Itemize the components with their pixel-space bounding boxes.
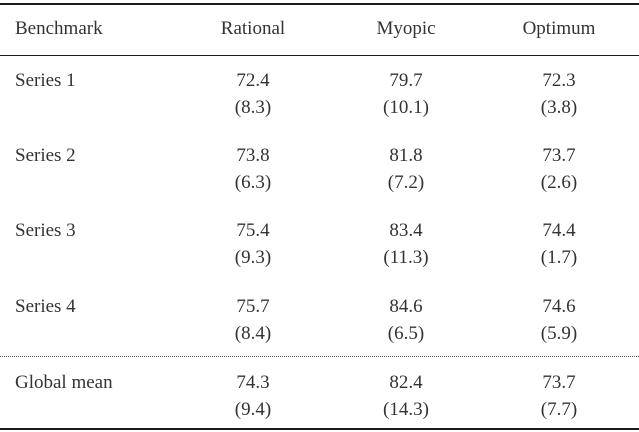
cell-mean: 82.4 [389, 372, 423, 393]
cell-mean: 84.6 [389, 296, 423, 317]
cell-sd: (6.5) [387, 323, 425, 344]
header-rational: Rational [220, 18, 286, 39]
cell-mean: 79.7 [389, 70, 423, 91]
cell-sd: (2.6) [540, 172, 578, 193]
cell-mean: 73.7 [542, 145, 576, 166]
cell-sd: (10.1) [383, 97, 429, 118]
header-benchmark: Benchmark [15, 18, 103, 39]
summary-label: Global mean [15, 372, 113, 393]
cell-sd: (7.2) [387, 172, 425, 193]
top-rule [0, 3, 639, 5]
row-label: Series 1 [15, 70, 76, 91]
header-optimum: Optimum [522, 18, 596, 39]
cell-sd: (8.4) [234, 323, 272, 344]
cell-mean: 73.8 [236, 145, 270, 166]
cell-mean: 74.6 [542, 296, 576, 317]
cell-sd: (14.3) [383, 399, 429, 420]
cell-sd: (3.8) [540, 97, 578, 118]
cell-mean: 81.8 [389, 145, 423, 166]
row-label: Series 3 [15, 220, 76, 241]
cell-mean: 75.7 [236, 296, 270, 317]
cell-sd: (6.3) [234, 172, 272, 193]
row-label: Series 2 [15, 145, 76, 166]
cell-sd: (11.3) [383, 247, 429, 268]
cell-sd: (5.9) [540, 323, 578, 344]
cell-sd: (7.7) [540, 399, 578, 420]
cell-mean: 74.4 [542, 220, 576, 241]
row-label: Series 4 [15, 296, 76, 317]
cell-sd: (8.3) [234, 97, 272, 118]
header-rule [0, 55, 639, 56]
cell-mean: 73.7 [542, 372, 576, 393]
cell-mean: 75.4 [236, 220, 270, 241]
bottom-rule [0, 428, 639, 430]
cell-mean: 74.3 [236, 372, 270, 393]
cell-sd: (9.4) [234, 399, 272, 420]
cell-sd: (1.7) [540, 247, 578, 268]
cell-mean: 72.3 [542, 70, 576, 91]
cell-sd: (9.3) [234, 247, 272, 268]
cell-mean: 72.4 [236, 70, 270, 91]
summary-divider [0, 356, 639, 357]
cell-mean: 83.4 [389, 220, 423, 241]
header-myopic: Myopic [376, 18, 436, 39]
